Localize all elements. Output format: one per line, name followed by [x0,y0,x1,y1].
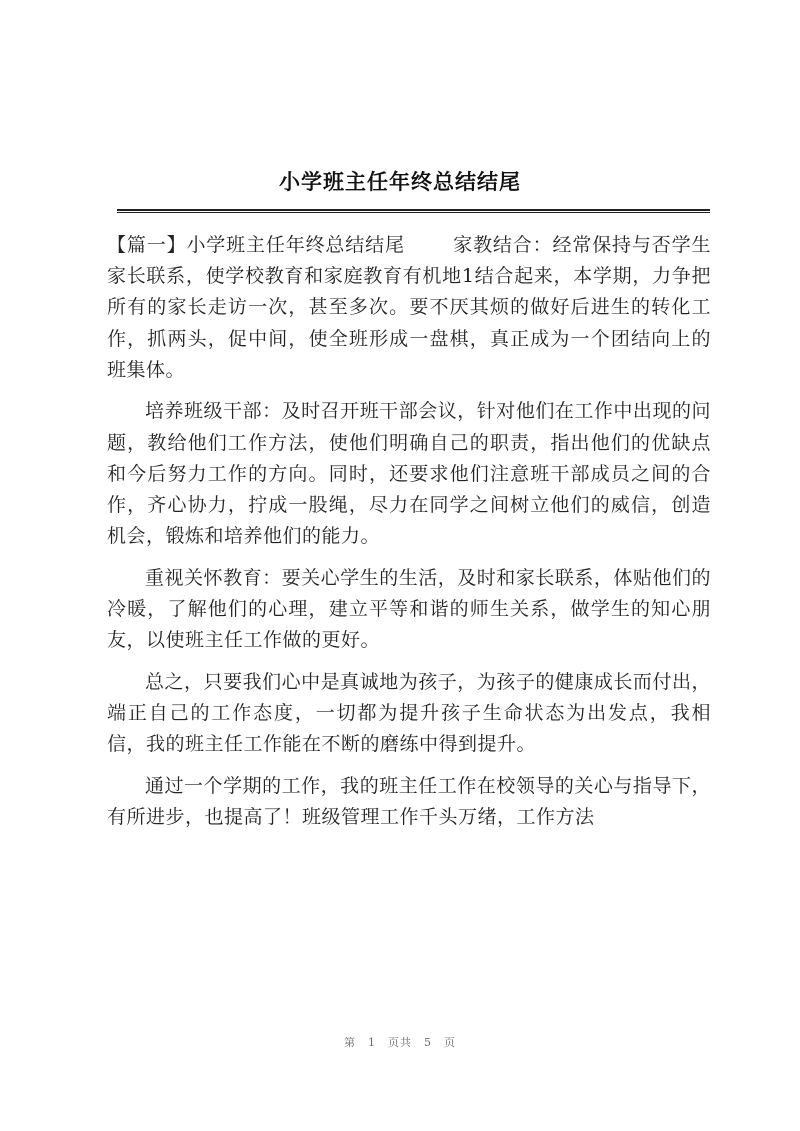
footer-suffix: 页 [444,1036,456,1049]
paragraph-4: 总之，只要我们心中是真诚地为孩子，为孩子的健康成长而付出，端正自己的工作态度，一切都为提升孩子生命状态为出发点，我相信，我的班主任工作能在不断的磨练中得到提升。 [107,670,711,756]
section-tag: 【篇一】 [107,234,187,256]
section-title: 小学班主任年终总结结尾 [186,234,405,256]
paragraph-2: 培养班级干部：及时召开班干部会议，针对他们在工作中出现的问题，教给他们工作方法，使他们明确自己的职责，指出他们的优缺点和今后努力工作的方向。同时，还要求他们注意班干部成员之间的合作，齐心协力，拧成一股绳，尽力在同学之间树立他们的威信，创造机会，锻炼和培养他们的能力。 [107,400,711,548]
paragraph-1 [107,230,711,386]
paragraph-1-text: 家教结合：经常保持与否学生家长联系，使学校教育和家庭教育有机地1结合起来，本学期，力争把所有的家长走访一次，甚至多次。要不厌其烦的做好后进生的转化工作，抓两头，促中间，使全班形成一盘棋，真正成为一个团结向上的班集体。 [107,234,711,381]
document-title: 小学班主任年终总结结尾 [279,169,521,194]
footer-current-page: 1 [368,1036,376,1049]
title-divider [117,209,710,213]
paragraph-5: 通过一个学期的工作，我的班主任工作在校领导的关心与指导下，有所进步，也提高了！班级管理工作千头万绪，工作方法 [107,774,711,829]
document-body [107,230,711,833]
paragraph-3: 重视关怀教育：要关心学生的生活，及时和家长联系，体贴他们的冷暖，了解他们的心理，建立平等和谐的师生关系，做学生的知心朋友，以使班主任工作做的更好。 [107,566,711,652]
footer-middle: 页共 [388,1036,412,1049]
footer-prefix: 第 [344,1036,356,1049]
footer-total-pages: 5 [424,1036,432,1049]
page-footer [0,1034,800,1050]
